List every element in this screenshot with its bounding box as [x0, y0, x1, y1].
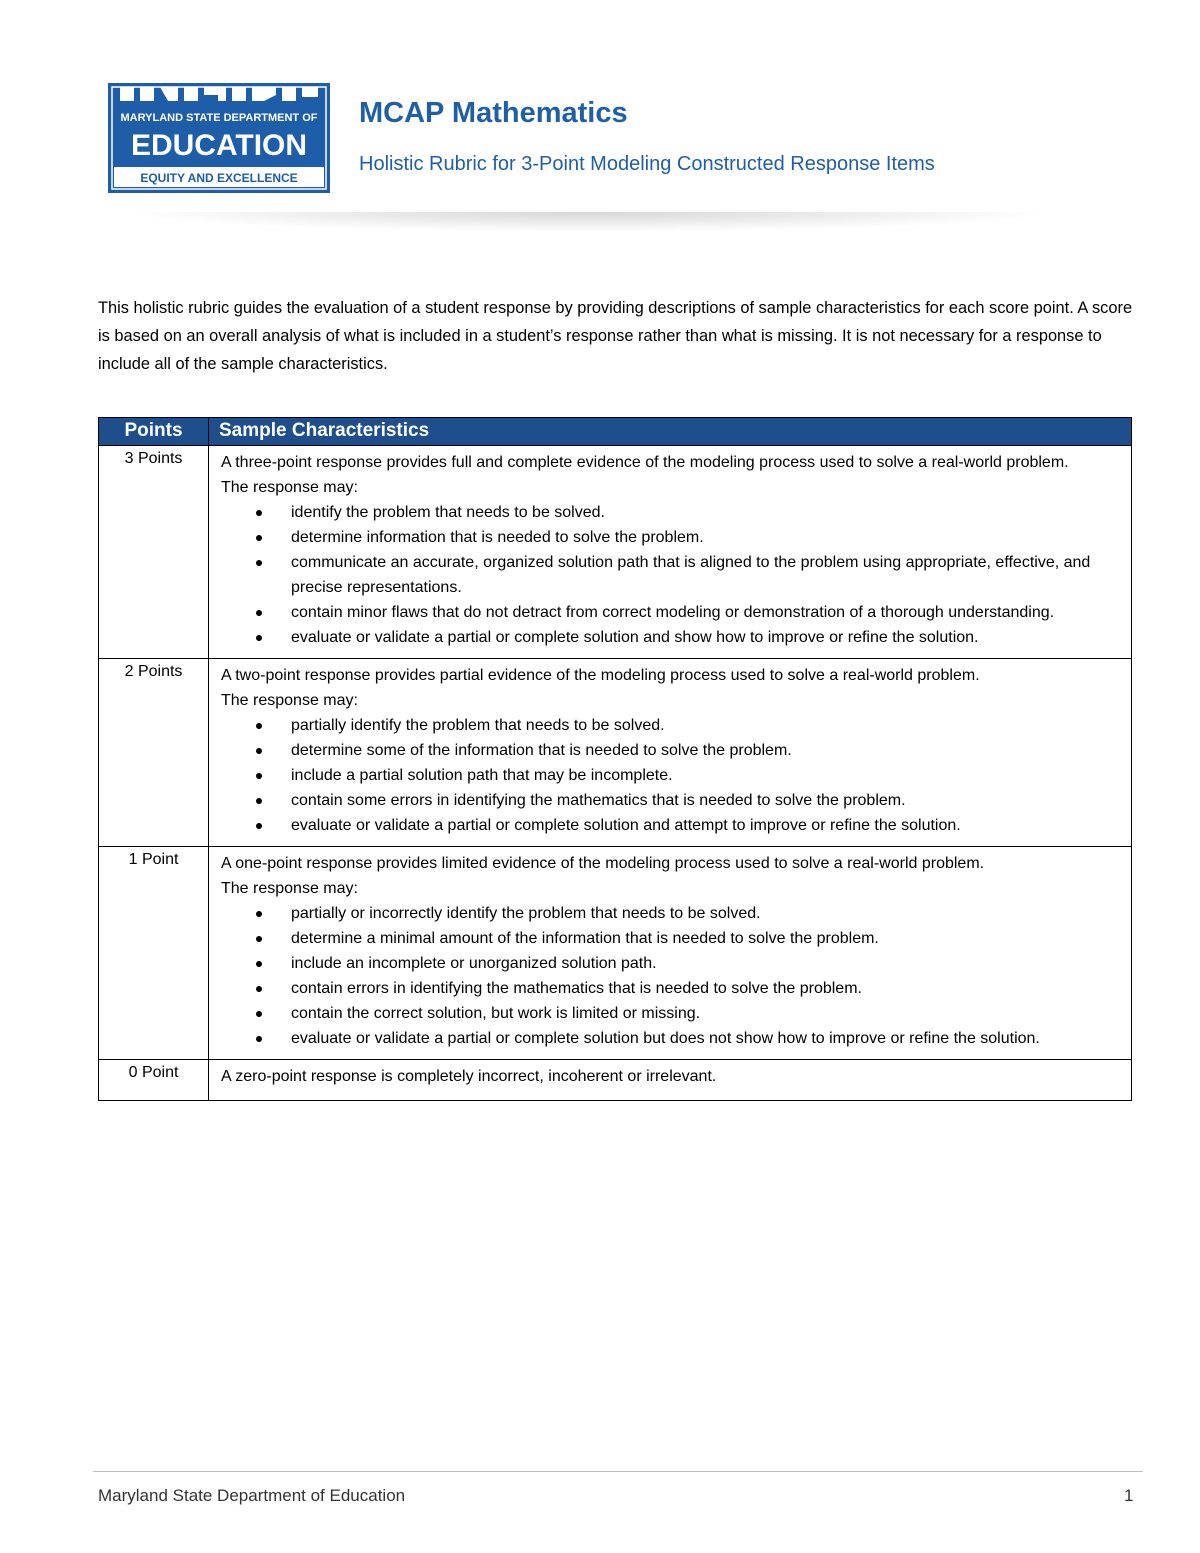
list-item: evaluate or validate a partial or complete solution and show how to improve or refine the solution.: [291, 625, 1123, 650]
list-item: contain the correct solution, but work is limited or missing.: [291, 1001, 1123, 1026]
table-row: [99, 1060, 1132, 1101]
row-description: [209, 847, 1132, 1060]
list-item: evaluate or validate a partial or complete solution but does not show how to improve or refine the solution.: [291, 1026, 1123, 1051]
rubric-table: [98, 417, 1132, 1101]
row-lead: The response may:: [221, 880, 358, 897]
list-item: determine a minimal amount of the information that is needed to solve the problem.: [291, 926, 1123, 951]
footer-organization: Maryland State Department of Education: [98, 1486, 406, 1505]
list-item: contain minor flaws that do not detract from correct modeling or demonstration of a thorough understanding.: [291, 600, 1123, 625]
page-number: 1: [1124, 1486, 1134, 1505]
logo-line-3: EQUITY AND EXCELLENCE: [140, 171, 298, 185]
list-item: communicate an accurate, organized solution path that is aligned to the problem using appropriate, effective, and precise representations.: [291, 550, 1123, 600]
logo-line-1: MARYLAND STATE DEPARTMENT OF: [120, 112, 318, 124]
list-item: contain some errors in identifying the mathematics that is needed to solve the problem.: [291, 788, 1123, 813]
row-points: 0 Point: [99, 1060, 209, 1101]
row-points: 1 Point: [99, 847, 209, 1060]
row-summary: A three-point response provides full and complete evidence of the modeling process used to solve a real-world problem.: [221, 454, 1069, 471]
row-points: 2 Points: [99, 659, 209, 847]
header-sample-characteristics: Sample Characteristics: [209, 418, 1132, 446]
table-row: [99, 659, 1132, 847]
list-item: partially or incorrectly identify the problem that needs to be solved.: [291, 901, 1123, 926]
row-description: [209, 1060, 1132, 1101]
row-points: 3 Points: [99, 446, 209, 659]
msde-logo: [108, 83, 330, 193]
table-row: [99, 446, 1132, 659]
header-points: Points: [99, 418, 209, 446]
list-item: include an incomplete or unorganized solution path.: [291, 951, 1123, 976]
list-item: partially identify the problem that needs to be solved.: [291, 713, 1123, 738]
list-item: include a partial solution path that may be incomplete.: [291, 763, 1123, 788]
row-summary: A zero-point response is completely incorrect, incoherent or irrelevant.: [221, 1068, 717, 1085]
page-subtitle: Holistic Rubric for 3-Point Modeling Constructed Response Items: [359, 153, 935, 175]
row-lead: The response may:: [221, 479, 358, 496]
row-description: [209, 446, 1132, 659]
row-summary: A one-point response provides limited evidence of the modeling process used to solve a real-world problem.: [221, 855, 985, 872]
footer-divider: [93, 1471, 1143, 1472]
list-item: determine information that is needed to solve the problem.: [291, 525, 1123, 550]
logo-line-2: EDUCATION: [130, 129, 308, 162]
row-description: [209, 659, 1132, 847]
list-item: identify the problem that needs to be solved.: [291, 500, 1123, 525]
page-title: MCAP Mathematics: [359, 97, 628, 129]
row-bullet-list: [221, 500, 1123, 650]
table-header-row: [99, 418, 1132, 446]
list-item: contain errors in identifying the mathematics that is needed to solve the problem.: [291, 976, 1123, 1001]
row-summary: A two-point response provides partial evidence of the modeling process used to solve a real-world problem.: [221, 667, 980, 684]
header-divider-shadow: [120, 212, 1058, 232]
row-bullet-list: [221, 901, 1123, 1051]
list-item: determine some of the information that is needed to solve the problem.: [291, 738, 1123, 763]
list-item: evaluate or validate a partial or complete solution and attempt to improve or refine the solution.: [291, 813, 1123, 838]
table-row: [99, 847, 1132, 1060]
row-bullet-list: [221, 713, 1123, 838]
intro-paragraph: This holistic rubric guides the evaluation of a student response by providing descriptions of sample characteristics for each score point. A score is based on an overall analysis of what is included in a student’s response rather than what is missing. It is not necessary for a response to include all of the sample characteristics.: [98, 299, 1133, 373]
row-lead: The response may:: [221, 692, 358, 709]
